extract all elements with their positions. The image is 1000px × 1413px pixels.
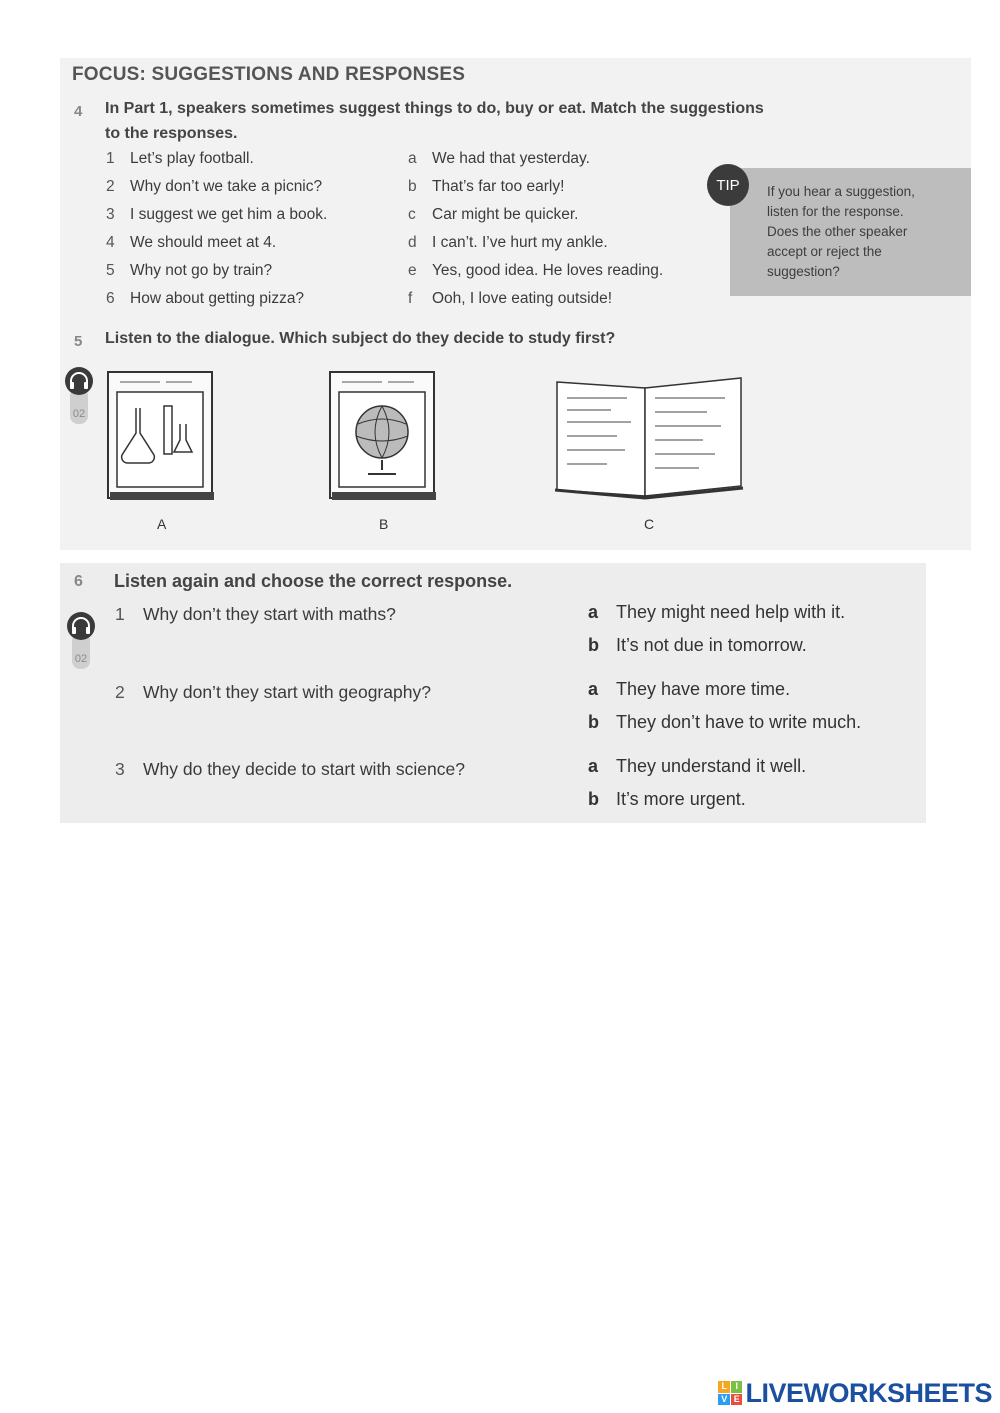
option-text: They understand it well. [616,756,807,776]
option-letter: b [588,712,599,732]
question-text: Why don’t they start with geography? [143,682,431,702]
headphones-icon[interactable] [64,364,94,431]
item-letter: d [408,234,417,251]
item-text: That’s far too early! [432,178,565,195]
item-text: How about getting pizza? [130,290,305,307]
tip-line: accept or reject the [767,244,882,259]
item-number: 3 [106,206,115,223]
item-letter: e [408,262,417,279]
response-item [408,290,612,308]
picture-label-b: B [379,516,389,532]
tip-line: If you hear a suggestion, [767,184,915,199]
item-text: Yes, good idea. He loves reading. [432,262,664,279]
item-letter: c [408,206,416,223]
logo-letter: V [718,1394,730,1406]
item-letter: a [408,150,417,167]
exercise-number-5: 5 [74,333,83,350]
exercise-panel-top [60,58,971,550]
audio-track-number: 02 [74,653,88,665]
option-letter: a [588,602,599,622]
answer-option[interactable] [588,602,845,623]
item-text: I can’t. I’ve hurt my ankle. [432,234,608,251]
option-text: They might need help with it. [616,602,846,622]
logo-letter: E [731,1394,743,1406]
question-number: 2 [115,682,125,702]
response-item [408,234,608,252]
logo-letter: I [731,1381,743,1393]
tip-line: Does the other speaker [767,224,908,239]
option-letter: b [588,635,599,655]
item-letter: b [408,178,417,195]
item-text: Why not go by train? [130,262,273,279]
option-text: They have more time. [616,679,791,699]
answer-option[interactable] [588,679,790,700]
exercise-number-4: 4 [74,103,83,120]
exercise-6-instruction: Listen again and choose the correct response. [114,571,513,591]
instruction-line-2: to the responses. [105,125,238,142]
suggestion-item [106,290,304,308]
question-text: Why do they decide to start with science? [143,759,465,779]
question-item [115,759,465,780]
science-book-icon [106,368,218,508]
exercise-number-6: 6 [74,573,83,590]
response-item [408,150,590,168]
item-text: I suggest we get him a book. [130,206,328,223]
audio-track-number: 02 [72,408,86,420]
item-letter: f [408,290,413,307]
question-number: 1 [115,604,125,624]
maths-book-icon [553,368,749,508]
item-text: Ooh, I love eating outside! [432,290,613,307]
tip-line: listen for the response. [767,204,904,219]
suggestion-item [106,178,322,196]
item-number: 5 [106,262,115,279]
exercise-panel-bottom [60,563,926,823]
item-number: 2 [106,178,115,195]
item-text: Car might be quicker. [432,206,579,223]
item-text: We should meet at 4. [130,234,277,251]
instruction-line-1: In Part 1, speakers sometimes suggest things to do, buy or eat. Match the suggestions [105,100,764,117]
item-text: Let’s play football. [130,150,254,167]
liveworksheets-brand [718,1376,992,1410]
suggestion-item [106,234,276,252]
logo-letter: L [718,1381,730,1393]
response-item [408,178,564,196]
answer-option[interactable] [588,635,807,656]
suggestion-item [106,150,254,168]
option-letter: a [588,756,599,776]
question-item [115,682,431,703]
section-heading: FOCUS: SUGGESTIONS AND RESPONSES [72,64,466,85]
question-number: 3 [115,759,125,779]
option-text: It’s more urgent. [616,789,746,809]
exercise-5-instruction: Listen to the dialogue. Which subject do they decide to study first? [105,330,616,347]
answer-option[interactable] [588,756,806,777]
tip-text [767,182,967,282]
item-text: Why don’t we take a picnic? [130,178,323,195]
exercise-4-instruction [105,96,764,146]
answer-option[interactable] [588,712,861,733]
item-number: 6 [106,290,115,307]
headphones-icon[interactable] [66,609,96,676]
answer-option[interactable] [588,789,746,810]
item-text: We had that yesterday. [432,150,590,167]
option-text: They don’t have to write much. [616,712,862,732]
tip-line: suggestion? [767,264,840,279]
liveworksheets-logo-icon [718,1381,742,1405]
option-text: It’s not due in tomorrow. [616,635,807,655]
item-number: 1 [106,150,115,167]
question-item [115,604,396,625]
suggestion-item [106,262,272,280]
response-item [408,262,663,280]
item-number: 4 [106,234,115,251]
picture-label-c: C [644,516,655,532]
response-item [408,206,578,224]
option-letter: a [588,679,599,699]
geography-book-icon [328,368,440,508]
question-text: Why don’t they start with maths? [143,604,396,624]
brand-text: LIVEWORKSHEETS [745,1377,992,1408]
suggestion-item [106,206,327,224]
option-letter: b [588,789,599,809]
tip-badge: TIP [707,164,749,206]
picture-label-a: A [157,516,167,532]
